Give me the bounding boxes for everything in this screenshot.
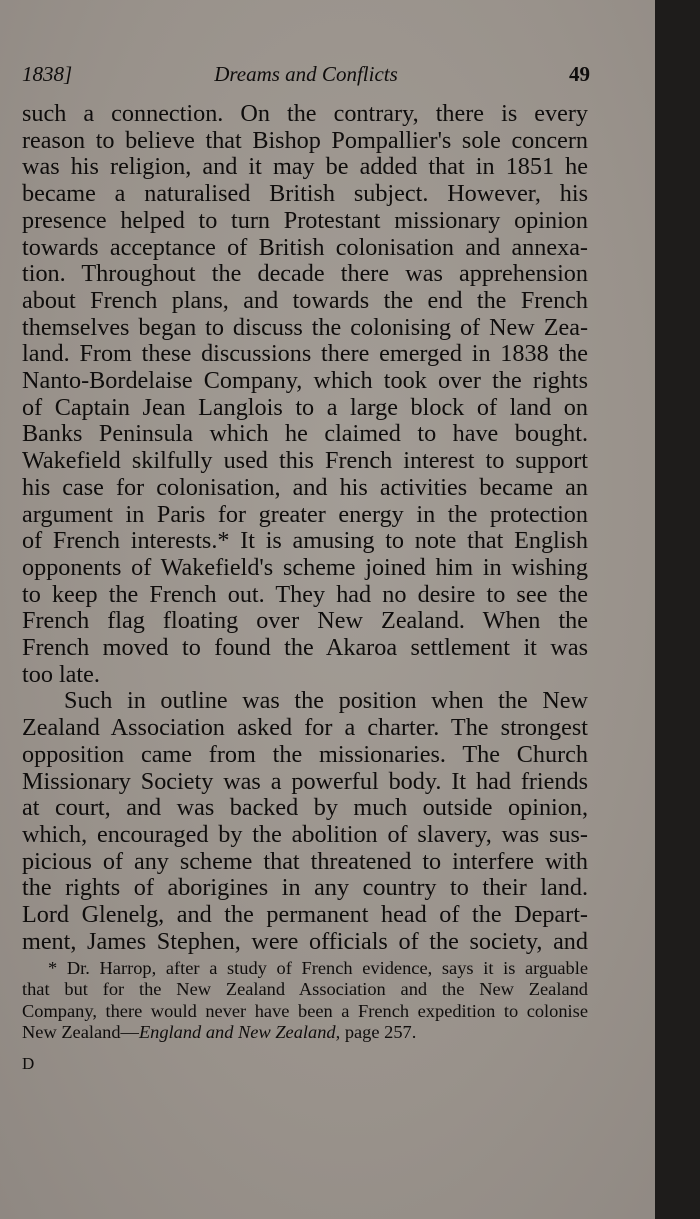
body-line: ment, James Stephen, were officials of the society, and bbox=[22, 927, 588, 955]
body-line: reason to believe that Bishop Pompallier's sole concern bbox=[22, 126, 588, 154]
footnote-line: * Dr. Harrop, after a study of French evidence, says it is arguable bbox=[48, 958, 588, 978]
body-line: opposition came from the missionaries. The Church bbox=[22, 740, 588, 768]
body-line: Missionary Society was a powerful body. It had friends bbox=[22, 767, 588, 795]
footnote-book-title: England and New Zealand, bbox=[138, 1021, 341, 1042]
body-line: Such in outline was the position when the New bbox=[64, 687, 588, 715]
body-line: the rights of aborigines in any country to their land. bbox=[22, 874, 588, 902]
scan-edge bbox=[655, 0, 700, 1219]
running-header bbox=[22, 62, 590, 90]
page-number: 49 bbox=[569, 62, 590, 86]
body-line: too late. bbox=[22, 660, 100, 688]
body-line: such a connection. On the contrary, there is every bbox=[22, 100, 588, 127]
footnote bbox=[22, 958, 588, 1043]
body-line: presence helped to turn Protestant missionary opinion bbox=[22, 206, 588, 234]
body-line: of Captain Jean Langlois to a large block of land on bbox=[22, 393, 588, 421]
header-year: 1838] bbox=[22, 62, 73, 86]
signature-mark: D bbox=[22, 1054, 35, 1073]
footnote-text: New Zealand— bbox=[22, 1021, 139, 1042]
body-line: tion. Throughout the decade there was apprehension bbox=[22, 260, 588, 288]
footnote-line: Company, there would never have been a French expedition to colonise bbox=[22, 1000, 588, 1021]
body-line: which, encouraged by the abolition of slavery, was sus- bbox=[22, 820, 588, 848]
body-line: of French interests.* It is amusing to note that English bbox=[22, 527, 588, 555]
body-line: about French plans, and towards the end the French bbox=[22, 286, 588, 314]
body-line: land. From these discussions there emerged in 1838 the bbox=[22, 340, 588, 368]
body-line: opponents of Wakefield's scheme joined him in wishing bbox=[22, 553, 588, 581]
body-line: French flag floating over New Zealand. When the bbox=[22, 607, 588, 635]
body-line: argument in Paris for greater energy in the protection bbox=[22, 500, 588, 528]
footnote-line: that but for the New Zealand Association and the New Zealand bbox=[22, 979, 588, 1000]
body-line: Zealand Association asked for a charter. The strongest bbox=[22, 714, 588, 742]
footnote-line bbox=[22, 1022, 588, 1043]
body-line: Nanto-Bordelaise Company, which took over the rights bbox=[22, 367, 588, 395]
body-line: Lord Glenelg, and the permanent head of the Depart- bbox=[22, 901, 588, 929]
body-line: picious of any scheme that threatened to interfere with bbox=[22, 847, 588, 875]
body-line: to keep the French out. They had no desire to see the bbox=[22, 580, 588, 608]
body-line: became a naturalised British subject. However, his bbox=[22, 180, 588, 208]
body-line: towards acceptance of British colonisation and annexa- bbox=[22, 233, 588, 261]
footnote-page-ref: page 257. bbox=[340, 1021, 417, 1042]
body-line: at court, and was backed by much outside opinion, bbox=[22, 794, 588, 822]
body-line: Wakefield skilfully used this French interest to support bbox=[22, 447, 588, 475]
header-title: Dreams and Conflicts bbox=[214, 62, 398, 86]
body-line: his case for colonisation, and his activities became an bbox=[22, 473, 588, 501]
body-line: was his religion, and it may be added that in 1851 he bbox=[22, 153, 588, 181]
body-line: themselves began to discuss the colonising of New Zea- bbox=[22, 313, 588, 341]
body-line: French moved to found the Akaroa settlement it was bbox=[22, 634, 588, 662]
body-line: Banks Peninsula which he claimed to have bought. bbox=[22, 420, 588, 448]
body-text bbox=[22, 101, 588, 956]
